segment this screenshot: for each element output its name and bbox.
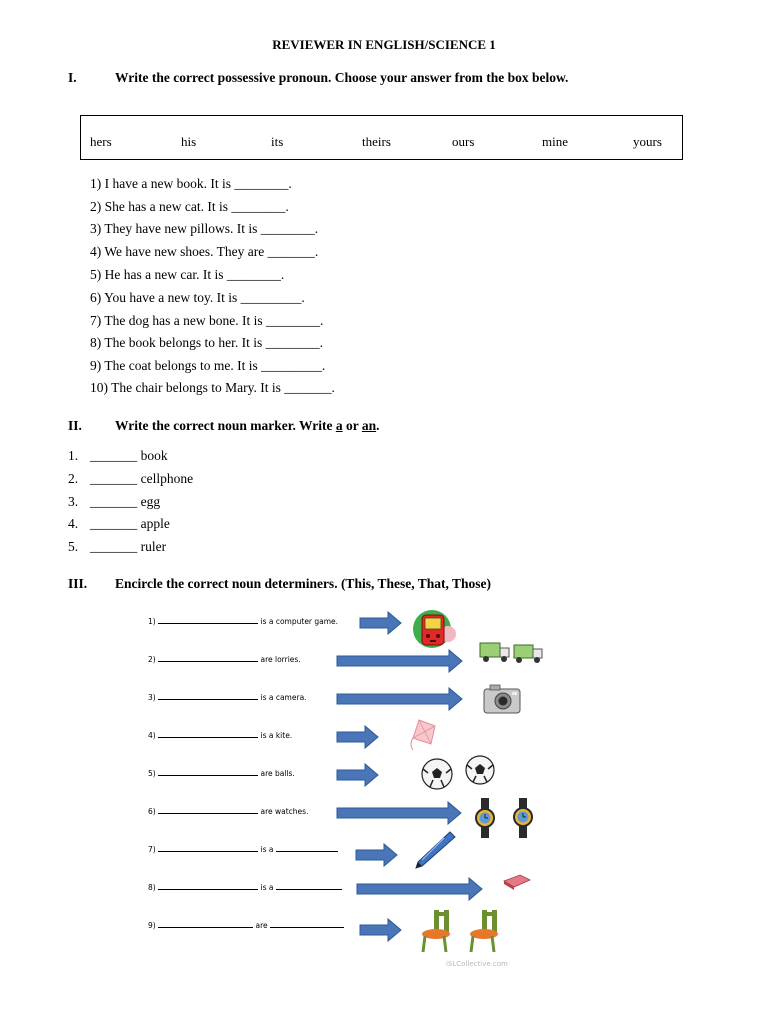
exercise-row: 4) is a kite. bbox=[148, 731, 293, 740]
choice-word: hers bbox=[90, 134, 112, 149]
section-1-instruction: Write the correct possessive pronoun. Choose your answer from the box below. bbox=[115, 70, 569, 85]
arrow-icon bbox=[337, 726, 379, 748]
arrow-icon bbox=[337, 764, 379, 786]
section-1-heading bbox=[68, 70, 708, 86]
choice-word: theirs bbox=[362, 134, 391, 149]
lorries-icon bbox=[478, 640, 546, 664]
watches-icon bbox=[472, 796, 536, 840]
list-item: 5. _______ ruler bbox=[68, 539, 167, 554]
list-item: 2. _______ cellphone bbox=[68, 471, 194, 486]
section-3-instruction: Encircle the correct noun determiners. (This, These, That, Those) bbox=[115, 576, 491, 591]
question-item: 5) He has a new car. It is ________. bbox=[90, 267, 285, 282]
option-an: an bbox=[361, 418, 377, 433]
section-3-heading bbox=[68, 576, 708, 592]
section-2-heading bbox=[68, 418, 708, 434]
exercise-row: 8) is a bbox=[148, 883, 342, 892]
arrow-icon bbox=[360, 612, 402, 634]
exercise-row: 3) is a camera. bbox=[148, 693, 307, 702]
exercise-row: 1) is a computer game. bbox=[148, 617, 339, 626]
choice-word: ours bbox=[452, 134, 475, 149]
pen-icon bbox=[412, 830, 456, 872]
list-item: 4. _______ apple bbox=[68, 516, 170, 531]
section-2-instruction: Write the correct noun marker. Write a or an. bbox=[115, 418, 380, 433]
arrow-icon bbox=[360, 919, 402, 941]
question-item: 8) The book belongs to her. It is ________. bbox=[90, 335, 323, 350]
question-item: 9) The coat belongs to me. It is _________. bbox=[90, 358, 326, 373]
section-2-number: II. bbox=[68, 418, 82, 433]
exercise-row: 6) are watches. bbox=[148, 807, 309, 816]
handheld-game-icon bbox=[410, 608, 458, 650]
list-item: 1. _______ book bbox=[68, 448, 168, 463]
choice-word: mine bbox=[542, 134, 568, 149]
choice-word: his bbox=[181, 134, 197, 149]
arrow-icon bbox=[356, 844, 398, 866]
chairs-icon bbox=[418, 908, 506, 954]
question-item: 6) You have a new toy. It is _________. bbox=[90, 290, 305, 305]
camera-icon bbox=[482, 683, 522, 715]
page-title: REVIEWER IN ENGLISH/SCIENCE 1 bbox=[272, 37, 496, 52]
question-item: 10) The chair belongs to Mary. It is _______. bbox=[90, 380, 335, 395]
question-item: 1) I have a new book. It is ________. bbox=[90, 176, 292, 191]
question-item: 7) The dog has a new bone. It is ________. bbox=[90, 313, 324, 328]
question-item: 4) We have new shoes. They are _______. bbox=[90, 244, 319, 259]
section-1-number: I. bbox=[68, 70, 77, 85]
arrow-icon bbox=[357, 878, 483, 900]
answer-choices-box bbox=[80, 115, 683, 160]
arrow-icon bbox=[337, 688, 463, 710]
choice-word: yours bbox=[633, 134, 662, 149]
exercise-row: 2) are lorries. bbox=[148, 655, 301, 664]
option-a: a bbox=[335, 418, 343, 433]
exercise-row: 7) is a bbox=[148, 845, 338, 854]
kite-icon bbox=[405, 718, 441, 752]
question-item: 2) She has a new cat. It is ________. bbox=[90, 199, 289, 214]
arrow-icon bbox=[337, 650, 463, 672]
question-item: 3) They have new pillows. It is ________. bbox=[90, 221, 319, 236]
arrow-icon bbox=[337, 802, 462, 824]
choice-word: its bbox=[271, 134, 284, 149]
watermark: iSLCollective.com bbox=[446, 960, 508, 968]
section-3-number: III. bbox=[68, 576, 88, 591]
list-item: 3. _______ egg bbox=[68, 494, 161, 509]
exercise-row: 5) are balls. bbox=[148, 769, 295, 778]
eraser-icon bbox=[500, 871, 532, 891]
balls-icon bbox=[420, 755, 498, 791]
exercise-row: 9) are bbox=[148, 921, 344, 930]
